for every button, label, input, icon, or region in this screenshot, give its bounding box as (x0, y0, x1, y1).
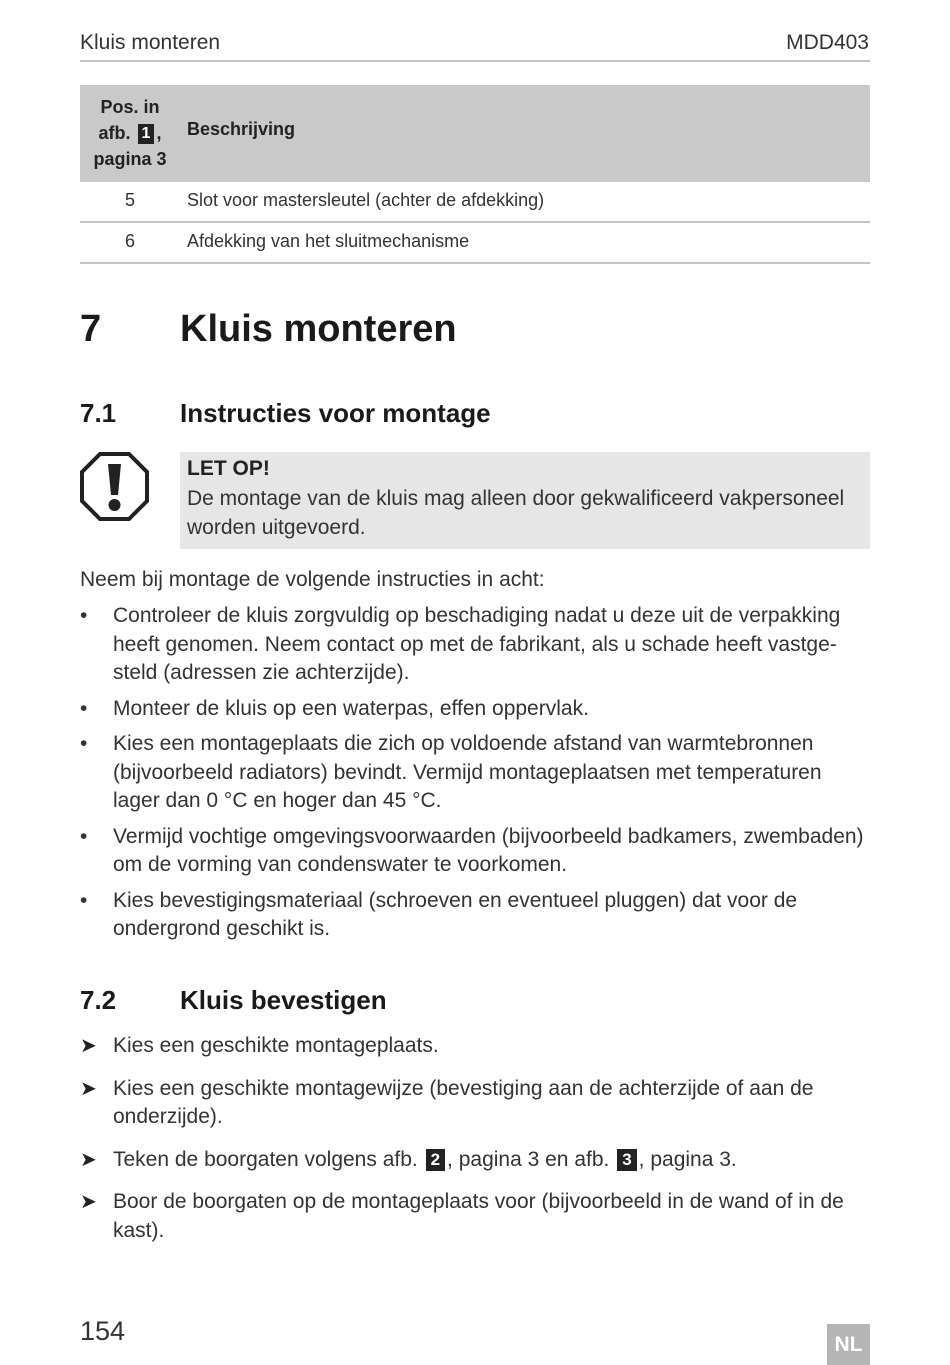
row-description: Afdekking van het sluitmechanisme (187, 231, 470, 251)
octagon-exclamation-icon (79, 451, 150, 522)
instructions-intro: Neem bij montage de volgende instructies in acht: (80, 568, 545, 591)
row-description: Slot voor mastersleutel (achter de afdekking) (187, 190, 545, 210)
parts-table (80, 85, 870, 264)
arrow-icon: ➤ (80, 1191, 97, 1213)
notice-box (180, 452, 870, 549)
table-row (80, 223, 870, 264)
step-item (80, 1075, 870, 1132)
step-item (80, 1146, 870, 1175)
arrow-icon: ➤ (80, 1148, 97, 1171)
column-header-position-line1: Pos. in (100, 97, 160, 117)
bullet-icon: • (80, 604, 88, 627)
step-item (80, 1188, 870, 1245)
section-title: Instructies voor montage (180, 398, 491, 428)
steps-list (80, 1032, 870, 1259)
step-item (80, 1032, 870, 1061)
notice-label: LET OP! (187, 457, 270, 480)
section-number: 7.1 (80, 398, 117, 428)
section-number: 7.2 (80, 985, 117, 1015)
table-row (80, 182, 870, 223)
list-item-text: Monteer de kluis op een waterpas, effen oppervlak. (113, 696, 589, 720)
arrow-icon: ➤ (80, 1077, 97, 1100)
step-text: , pagina 3. (638, 1147, 737, 1171)
language-badge: NL (827, 1324, 870, 1365)
bullet-icon: • (80, 696, 88, 720)
row-position: 6 (124, 231, 135, 251)
chapter-number: 7 (80, 308, 102, 350)
list-item-text: Vermijd vochtige omgevingsvoorwaarden (bijvoorbeeld badkamers, zwembaden) om de vorming van condenswater te voorkomen. (113, 824, 864, 876)
column-header-position-line3: pagina 3 (93, 149, 167, 169)
list-item-text: Kies bevestigingsmateriaal (schroeven en eventueel pluggen) dat voor de ondergrond geschikt is. (113, 888, 798, 940)
comma: , (156, 123, 162, 143)
list-item-text: Kies een montageplaats die zich op voldoende afstand van warmtebronnen (bijvoorbeeld radiators) bevindt. Vermijd montageplaatsen met temperaturen lager dan 0 °C en hoger dan 45 °C. (113, 732, 822, 812)
step-text: , pagina 3 en afb. (447, 1147, 610, 1171)
row-position: 5 (124, 190, 135, 210)
step-text: Kies een geschikte montagewijze (bevestiging aan de achterzijde of aan de onderzijde). (113, 1076, 814, 1128)
arrow-icon: ➤ (80, 1035, 97, 1057)
column-header-description: Beschrijving (187, 119, 296, 139)
column-header-position (80, 94, 180, 172)
list-item (80, 695, 870, 724)
header-divider (80, 60, 870, 62)
figure-number-badge: 1 (138, 124, 155, 144)
list-item (80, 887, 870, 944)
list-item-text: Controleer de kluis zorgvuldig op beschadiging nadat u deze uit de verpakking heeft genomen. Neem contact op met de fabrikant, als u schade heeft vastge-steld (adressen zie achterzijde). (113, 604, 841, 684)
section-title: Kluis bevestigen (180, 985, 387, 1015)
step-text: Teken de boorgaten volgens afb. (113, 1147, 418, 1171)
figure-number-badge: 2 (426, 1149, 445, 1171)
afb-label: afb. (98, 123, 131, 143)
bullet-icon: • (80, 824, 88, 848)
notice-text: De montage van de kluis mag alleen door gekwalificeerd vakpersoneel worden uitgevoerd. (187, 487, 845, 539)
header-section-title: Kluis monteren (80, 31, 221, 54)
chapter-title: Kluis monteren (180, 308, 457, 350)
step-text: Kies een geschikte montageplaats. (113, 1034, 439, 1057)
column-header-position-line2 (80, 120, 180, 146)
bullet-icon: • (80, 732, 88, 755)
step-text: Boor de boorgaten op de montageplaats voor (bijvoorbeeld in de wand of in de kast). (113, 1190, 844, 1242)
page-number: 154 (80, 1316, 126, 1346)
figure-number-badge: 3 (617, 1149, 636, 1171)
instructions-list (80, 602, 870, 951)
bullet-icon: • (80, 888, 88, 912)
list-item (80, 730, 870, 816)
table-header (80, 85, 870, 182)
header-model: MDD403 (786, 31, 869, 54)
list-item (80, 823, 870, 880)
list-item (80, 602, 870, 688)
